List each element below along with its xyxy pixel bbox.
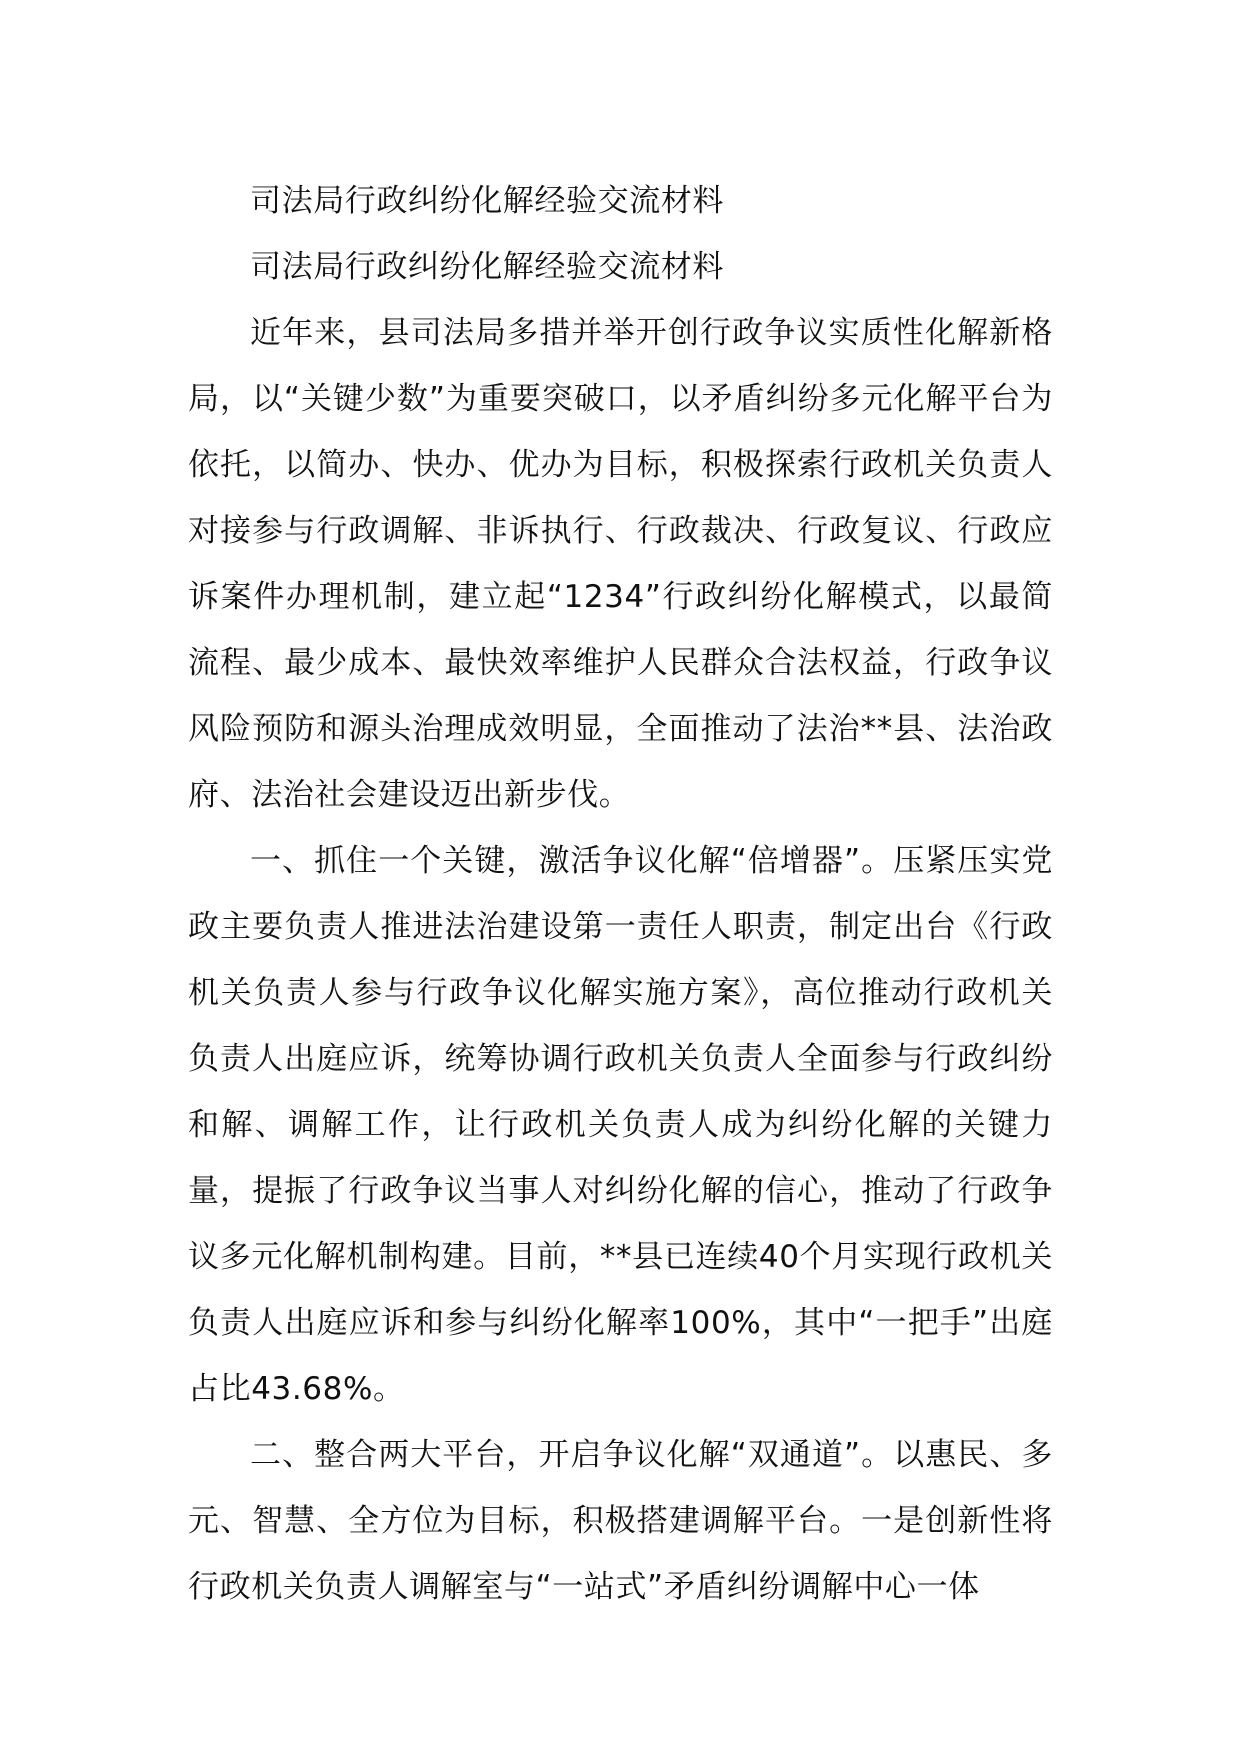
paragraph-section-one: 一、抓住一个关键，激活争议化解“倍增器”。压紧压实党政主要负责人推进法治建设第一责任人职责，制定出台《行政机关负责人参与行政争议化解实施方案》，高位推动行政机关负责人出庭应诉，统筹协调行政机关负责人全面参与行政纠纷和解、调解工作，让行政机关负责人成为纠纷化解的关键力量，提振了行政争议当事人对纠纷化解的信心，推动了行政争议多元化解机制构建。目前，**县已连续40个月实现行政机关负责人出庭应诉和参与纠纷化解率100%，其中“一把手”出庭占比43.68%。 xyxy=(188,843,1053,1407)
document-subtitle: 司法局行政纠纷化解经验交流材料 xyxy=(250,249,724,285)
paragraph-intro: 近年来，县司法局多措并举开创行政争议实质性化解新格局，以“关键少数”为重要突破口，以矛盾纠纷多元化解平台为依托，以简办、快办、优办为目标，积极探索行政机关负责人对接参与行政调解、非诉执行、行政裁决、行政复议、行政应诉案件办理机制，建立起“1234”行政纠纷化解模式，以最简流程、最少成本、最快效率维护人民群众合法权益，行政争议风险预防和源头治理成效明显，全面推动了法治**县、法治政府、法治社会建设迈出新步伐。 xyxy=(188,315,1054,813)
paragraph-section-two: 二、整合两大平台，开启争议化解“双通道”。以惠民、多元、智慧、全方位为目标，积极搭建调解平台。一是创新性将行政机关负责人调解室与“一站式”矛盾纠纷调解中心一体 xyxy=(188,1437,1053,1605)
document-body xyxy=(188,168,1053,1620)
document-title: 司法局行政纠纷化解经验交流材料 xyxy=(250,183,724,219)
